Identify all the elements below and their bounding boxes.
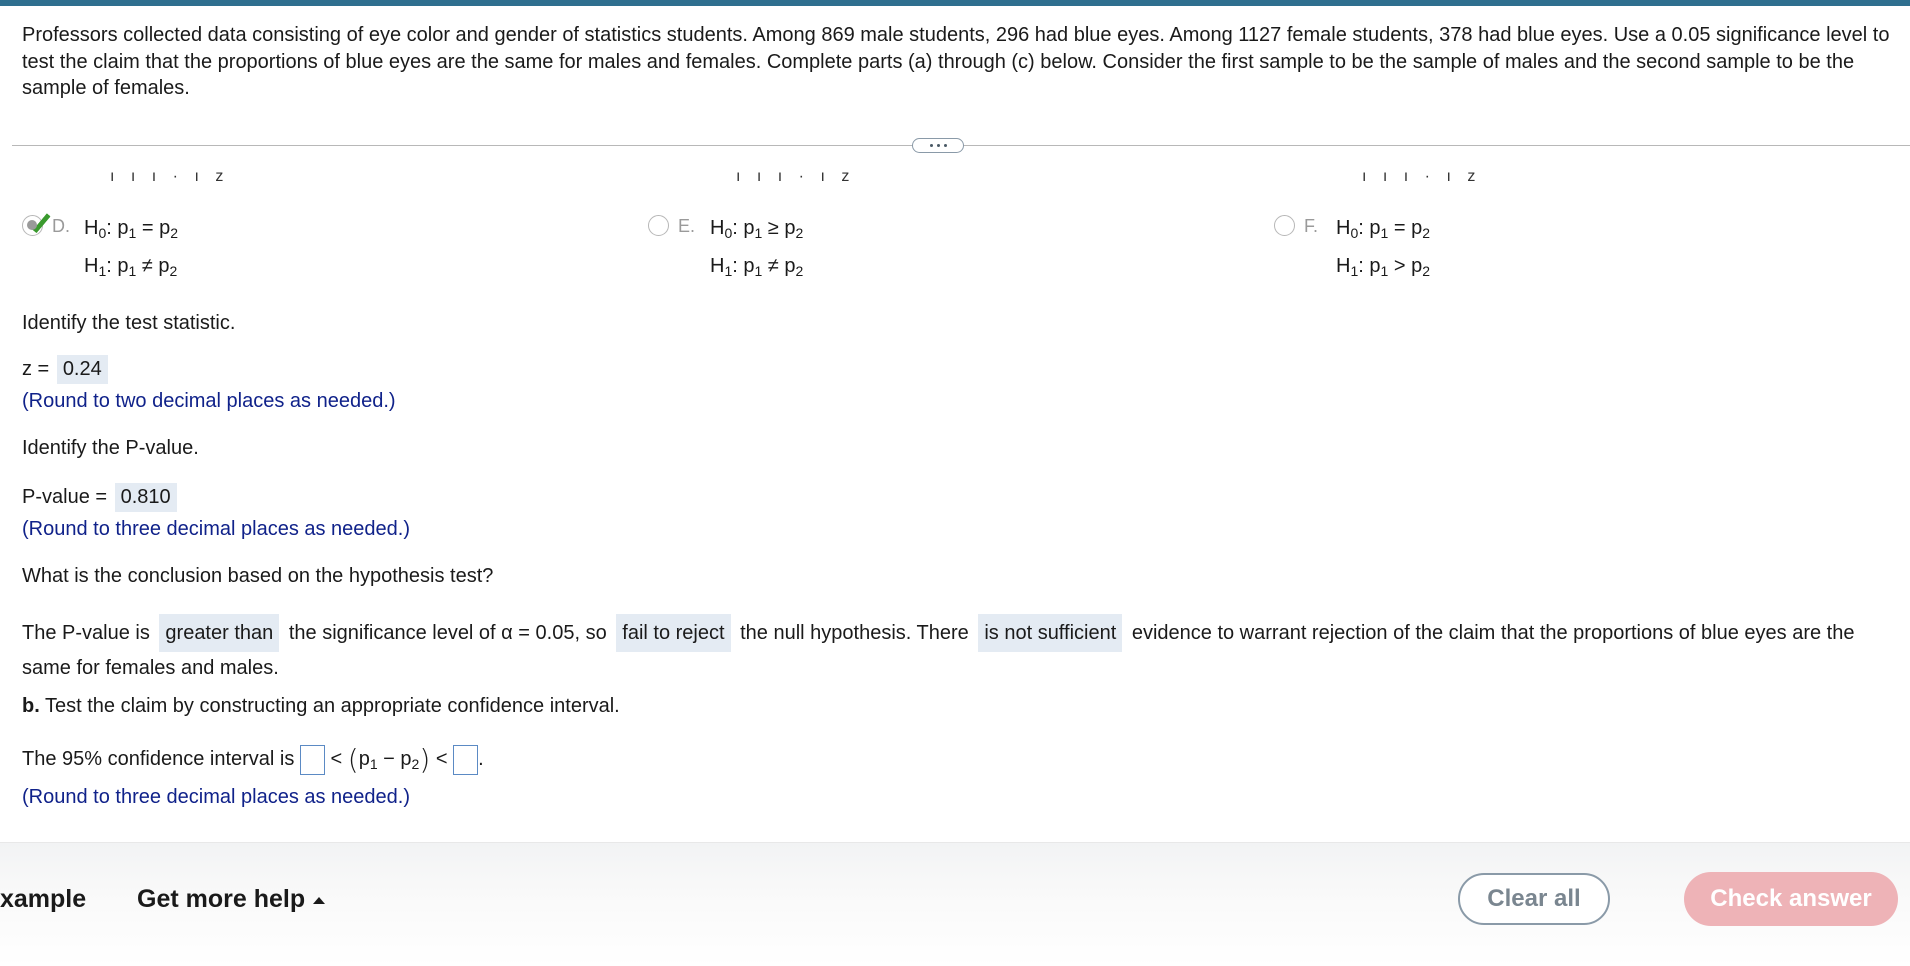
conclusion-text: The P-value is — [22, 622, 150, 644]
get-more-help-link[interactable] — [137, 885, 325, 914]
hypotheses — [1336, 212, 1430, 288]
option-letter: F. — [1304, 216, 1319, 236]
part-b-text: Test the claim by constructing an appropriate confidence interval. — [44, 695, 620, 717]
dot-icon — [930, 144, 933, 147]
p-value-row — [22, 483, 177, 512]
problem-statement: Professors collected data consisting of eye color and gender of statistics students. Among 869 male students, 296 had blue eyes. Among 1127 female students, 378 had blue eyes. Use a 0.05 significance level to test the claim that the proportions of blue eyes are the same for males and females. Complete parts (a) through (c) below. Consider the first sample to be the sample of males and the second sample to be the sample of females. — [22, 24, 1890, 99]
part-b-prompt — [22, 695, 620, 718]
option-e-radio[interactable] — [648, 215, 669, 236]
z-answer[interactable]: 0.24 — [57, 355, 108, 384]
caret-up-icon — [313, 897, 325, 904]
clipped-option-row: ı ı ı · ı z — [1362, 172, 1482, 185]
null-hypothesis: $H_0$: $p_1 = p_2$ — [84, 217, 179, 241]
alternative-hypothesis: $H_1$: $p_1 \ne p_2$ — [84, 255, 178, 279]
round-hint: (Round to two decimal places as needed.) — [22, 390, 396, 412]
hypotheses — [710, 212, 803, 288]
alternative-hypothesis: $H_1$: $p_1 \ne p_2$ — [710, 255, 804, 279]
option-f-radio[interactable] — [1274, 215, 1295, 236]
expand-more-button[interactable] — [912, 138, 964, 153]
conclusion-statement — [22, 614, 1902, 684]
hypotheses — [84, 212, 178, 288]
conclusion-text: the null hypothesis. There — [740, 622, 969, 644]
option-e[interactable] — [648, 212, 803, 288]
dot-icon — [944, 144, 947, 147]
period: . — [478, 747, 484, 770]
null-hypothesis: $H_0$: $p_1 \ge p_2$ — [710, 217, 804, 241]
option-letter: E. — [678, 216, 696, 236]
p-value-answer[interactable]: 0.810 — [115, 483, 177, 512]
clipped-option-row: ı ı ı · ı z — [110, 172, 230, 185]
evidence-dropdown[interactable]: is not sufficient — [978, 614, 1122, 652]
p-value-prompt: Identify the P-value. — [22, 437, 199, 459]
check-answer-button[interactable]: Check answer — [1684, 872, 1898, 926]
less-than-sign: < — [330, 747, 343, 770]
p-value-label: P-value = — [22, 486, 108, 508]
part-b-label: b. — [22, 695, 40, 717]
test-statistic-row — [22, 355, 108, 384]
null-hypothesis: $H_0$: $p_1 = p_2$ — [1336, 217, 1431, 241]
correct-check-icon — [27, 209, 50, 234]
round-hint: (Round to three decimal places as needed.) — [22, 518, 411, 540]
option-letter: D. — [52, 216, 70, 236]
view-example-link[interactable]: xample — [0, 885, 87, 913]
clipped-option-row: ı ı ı · ı z — [736, 172, 856, 185]
option-d[interactable] — [22, 212, 178, 288]
round-hint: (Round to three decimal places as needed.) — [22, 786, 411, 808]
confidence-interval-row — [22, 743, 484, 776]
alternative-hypothesis: $H_1$: $p_1 > p_2$ — [1336, 255, 1431, 279]
difference-expression: $(p_1 - p_2)$ — [347, 743, 431, 776]
footer-bar — [0, 842, 1910, 966]
option-d-radio[interactable] — [22, 215, 43, 236]
ci-prefix: The 95% confidence interval is — [22, 747, 295, 770]
get-more-help-label: Get more help — [137, 885, 306, 913]
top-accent-bar — [0, 0, 1910, 6]
conclusion-text: evidence to warrant rejection of the claim that the proportions of blue eyes are the same for females and males. — [22, 622, 1855, 679]
ci-lower-input[interactable] — [300, 745, 325, 775]
option-f[interactable] — [1274, 212, 1430, 288]
less-than-sign: < — [435, 747, 448, 770]
conclusion-text: the significance level of α = 0.05, so — [288, 622, 607, 644]
ci-upper-input[interactable] — [453, 745, 478, 775]
comparison-dropdown[interactable]: greater than — [159, 614, 279, 652]
decision-dropdown[interactable]: fail to reject — [616, 614, 730, 652]
clear-all-button[interactable]: Clear all — [1458, 873, 1610, 925]
test-statistic-prompt: Identify the test statistic. — [22, 312, 236, 334]
conclusion-prompt: What is the conclusion based on the hypothesis test? — [22, 565, 494, 587]
dot-icon — [937, 144, 940, 147]
z-label: z = — [22, 358, 50, 380]
